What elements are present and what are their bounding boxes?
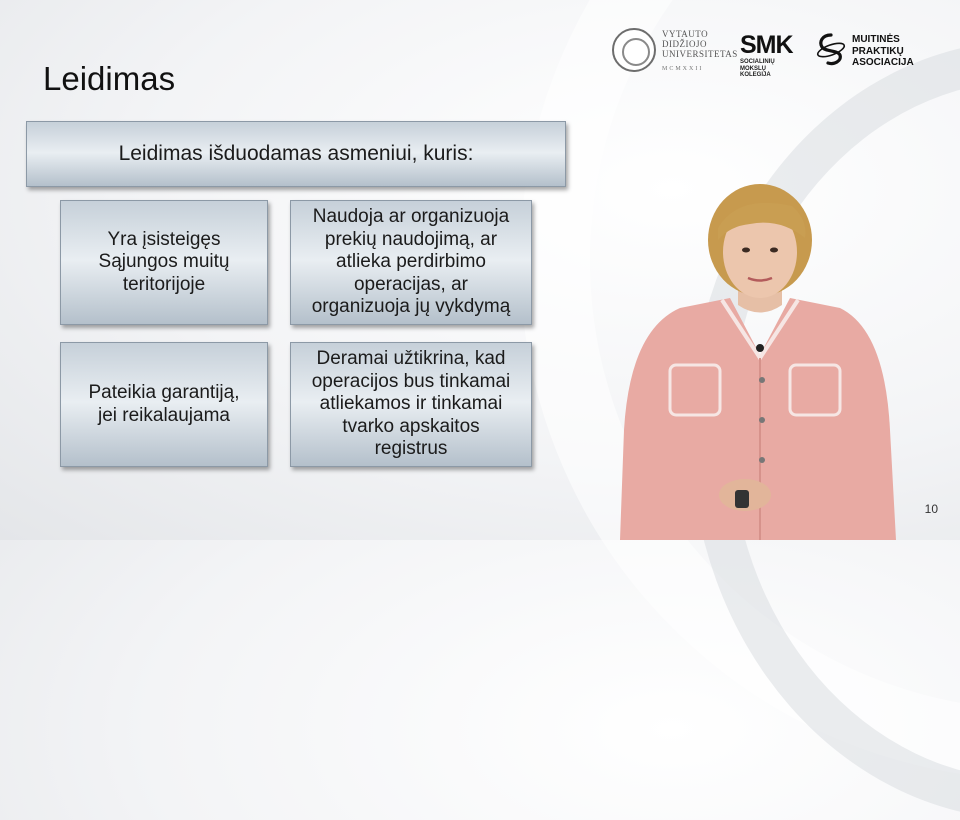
condition-text-2: Naudoja ar organizuoja prekių naudojimą, ar atlieka perdirbimo operacijas, ar organizuoja jų vykdymą: [311, 206, 511, 318]
presenter-video: [610, 180, 900, 540]
vdu-logo-year: MCMXXII: [662, 66, 704, 72]
condition-text-3: Pateikia garantiją, jei reikalaujama: [88, 382, 240, 426]
vdu-logo-text: VYTAUTO DIDŽIOJO UNIVERSITETAS: [662, 29, 738, 59]
mpa-logo-icon: [816, 32, 846, 68]
smk-logo-subtitle: SOCIALINIŲ MOKSLŲ KOLEGIJA: [740, 59, 775, 79]
condition-text-4: Deramai užtikrina, kad operacijos bus tinkamai atliekamos ir tinkamai tvarko apskaitos registrus: [311, 348, 511, 460]
condition-box-2: [290, 200, 532, 325]
header-text: Leidimas išduodamas asmeniui, kuris:: [118, 141, 474, 165]
condition-box-1: [60, 200, 268, 325]
header-box: [26, 121, 566, 187]
mpa-logo-text: MUITINĖS PRAKTIKŲ ASOCIACIJA: [852, 34, 914, 68]
slide-title: Leidimas: [43, 60, 176, 97]
vdu-seal-icon: [612, 28, 656, 72]
condition-box-4: [290, 342, 532, 467]
condition-text-1: Yra įsisteigęs Sąjungos muitų teritorijoje: [98, 228, 230, 295]
page-number: 10: [924, 502, 938, 516]
smk-logo: SMK: [740, 31, 793, 59]
condition-box-3: [60, 342, 268, 467]
